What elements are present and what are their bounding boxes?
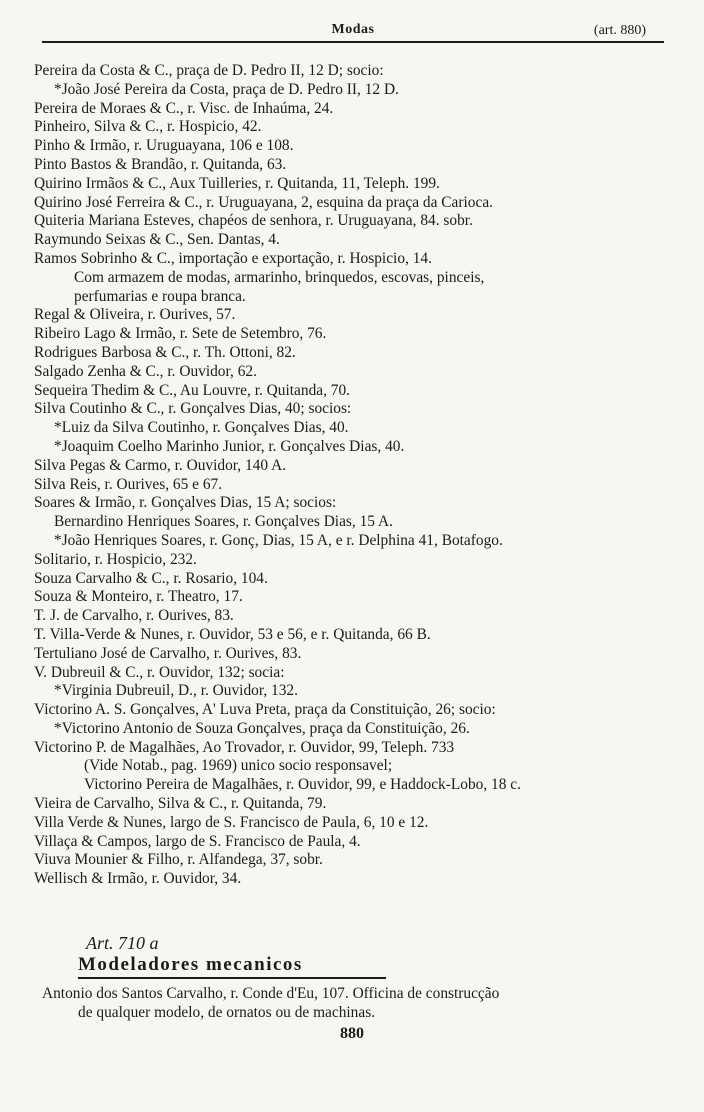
directory-entry: Raymundo Seixas & C., Sen. Dantas, 4. (34, 231, 280, 249)
directory-entry: Solitario, r. Hospicio, 232. (34, 550, 197, 568)
directory-entry: T. J. de Carvalho, r. Ourives, 83. (34, 607, 234, 625)
section-article-label: Art. 710 a (86, 933, 159, 953)
directory-entry: *Virginia Dubreuil, D., r. Ouvidor, 132. (54, 682, 298, 700)
directory-entry: Pinho & Irmão, r. Uruguayana, 106 e 108. (34, 137, 294, 155)
section-modeladores (42, 932, 682, 1023)
section-rule (78, 977, 386, 979)
directory-entry: Wellisch & Irmão, r. Ouvidor, 34. (34, 870, 242, 888)
directory-entry: Silva Reis, r. Ourives, 65 e 67. (34, 475, 223, 493)
directory-entry: Silva Pegas & Carmo, r. Ouvidor, 140 A. (34, 456, 287, 474)
directory-entry: T. Villa-Verde & Nunes, r. Ouvidor, 53 e 56, e r. Quitanda, 66 B. (34, 625, 431, 643)
section-body-line: de qualquer modelo, de ornatos ou de machinas. (78, 1003, 376, 1021)
directory-entry: *Luiz da Silva Coutinho, r. Gonçalves Dias, 40. (54, 419, 349, 437)
directory-entry: Quiteria Mariana Esteves, chapéos de senhora, r. Uruguayana, 84. sobr. (34, 212, 473, 230)
directory-entry: Viuva Mounier & Filho, r. Alfandega, 37, sobr. (34, 851, 323, 869)
directory-entry: Ramos Sobrinho & C., importação e exportação, r. Hospicio, 14. (34, 249, 432, 267)
directory-entry: *Joaquim Coelho Marinho Junior, r. Gonçalves Dias, 40. (54, 437, 405, 455)
directory-entry: Silva Coutinho & C., r. Gonçalves Dias, 40; socios: (34, 400, 352, 418)
directory-entry: V. Dubreuil & C., r. Ouvidor, 132; socia: (34, 663, 285, 681)
directory-entry: Tertuliano José de Carvalho, r. Ourives, 83. (34, 644, 302, 662)
directory-entry: Pereira da Costa & C., praça de D. Pedro II, 12 D; socio: (34, 62, 384, 79)
article-reference: (art. 880) (593, 23, 646, 38)
directory-entry: Souza & Monteiro, r. Theatro, 17. (34, 588, 243, 606)
directory-entry: *João Henriques Soares, r. Gonç, Dias, 15 A, e r. Delphina 41, Botafogo. (54, 531, 503, 549)
directory-entry: Bernardino Henriques Soares, r. Gonçalves Dias, 15 A. (54, 513, 393, 531)
directory-entry: Salgado Zenha & C., r. Ouvidor, 62. (34, 362, 257, 380)
directory-entry: Pinheiro, Silva & C., r. Hospicio, 42. (34, 118, 262, 136)
directory-entry: Quirino José Ferreira & C., r. Uruguayana, 2, esquina da praça da Carioca. (34, 193, 493, 211)
directory-entry: Victorino P. de Magalhães, Ao Trovador, r. Ouvidor, 99, Teleph. 733 (34, 738, 455, 756)
directory-entry: Rodrigues Barbosa & C., r. Th. Ottoni, 82. (34, 343, 296, 361)
header-rule (42, 41, 664, 43)
directory-entry: Victorino A. S. Gonçalves, A' Luva Preta, praça da Constituição, 26; socio: (34, 701, 496, 719)
directory-entry: Villa Verde & Nunes, largo de S. Francisco de Paula, 6, 10 e 12. (34, 813, 429, 831)
directory-entry: Victorino Pereira de Magalhães, r. Ouvidor, 99, e Haddock-Lobo, 18 c. (84, 776, 521, 794)
directory-entry: Soares & Irmão, r. Gonçalves Dias, 15 A; socios: (34, 494, 337, 512)
directory-entry: (Vide Notab., pag. 1969) unico socio responsavel; (84, 757, 393, 775)
directory-entry: Quirino Irmãos & C., Aux Tuilleries, r. Quitanda, 11, Teleph. 199. (34, 174, 440, 192)
directory-entry: Pinto Bastos & Brandão, r. Quitanda, 63. (34, 155, 287, 173)
section-body-line: Antonio dos Santos Carvalho, r. Conde d'Eu, 107. Officina de construcção (42, 985, 500, 1002)
directory-entry: Sequeira Thedim & C., Au Louvre, r. Quitanda, 70. (34, 381, 351, 399)
directory-entries (34, 62, 674, 889)
directory-entry: perfumarias e roupa branca. (74, 287, 246, 305)
page-title: Modas (331, 22, 375, 37)
directory-entry: Regal & Oliveira, r. Ourives, 57. (34, 306, 236, 324)
directory-entry: Ribeiro Lago & Irmão, r. Sete de Setembro, 76. (34, 325, 327, 343)
directory-entry: *Victorino Antonio de Souza Gonçalves, praça da Constituição, 26. (54, 719, 470, 737)
section-body (42, 985, 682, 1023)
page-number: 880 (340, 1025, 364, 1042)
directory-entry: Villaça & Campos, largo de S. Francisco de Paula, 4. (34, 832, 361, 850)
directory-entry: *João José Pereira da Costa, praça de D. Pedro II, 12 D. (54, 80, 399, 98)
directory-entry: Vieira de Carvalho, Silva & C., r. Quitanda, 79. (34, 795, 327, 813)
directory-entry: Pereira de Moraes & C., r. Visc. de Inhaúma, 24. (34, 99, 334, 117)
section-title: Modeladores mecanicos (78, 954, 303, 975)
directory-entry: Souza Carvalho & C., r. Rosario, 104. (34, 569, 268, 587)
directory-entry: Com armazem de modas, armarinho, brinquedos, escovas, pinceis, (74, 268, 485, 286)
